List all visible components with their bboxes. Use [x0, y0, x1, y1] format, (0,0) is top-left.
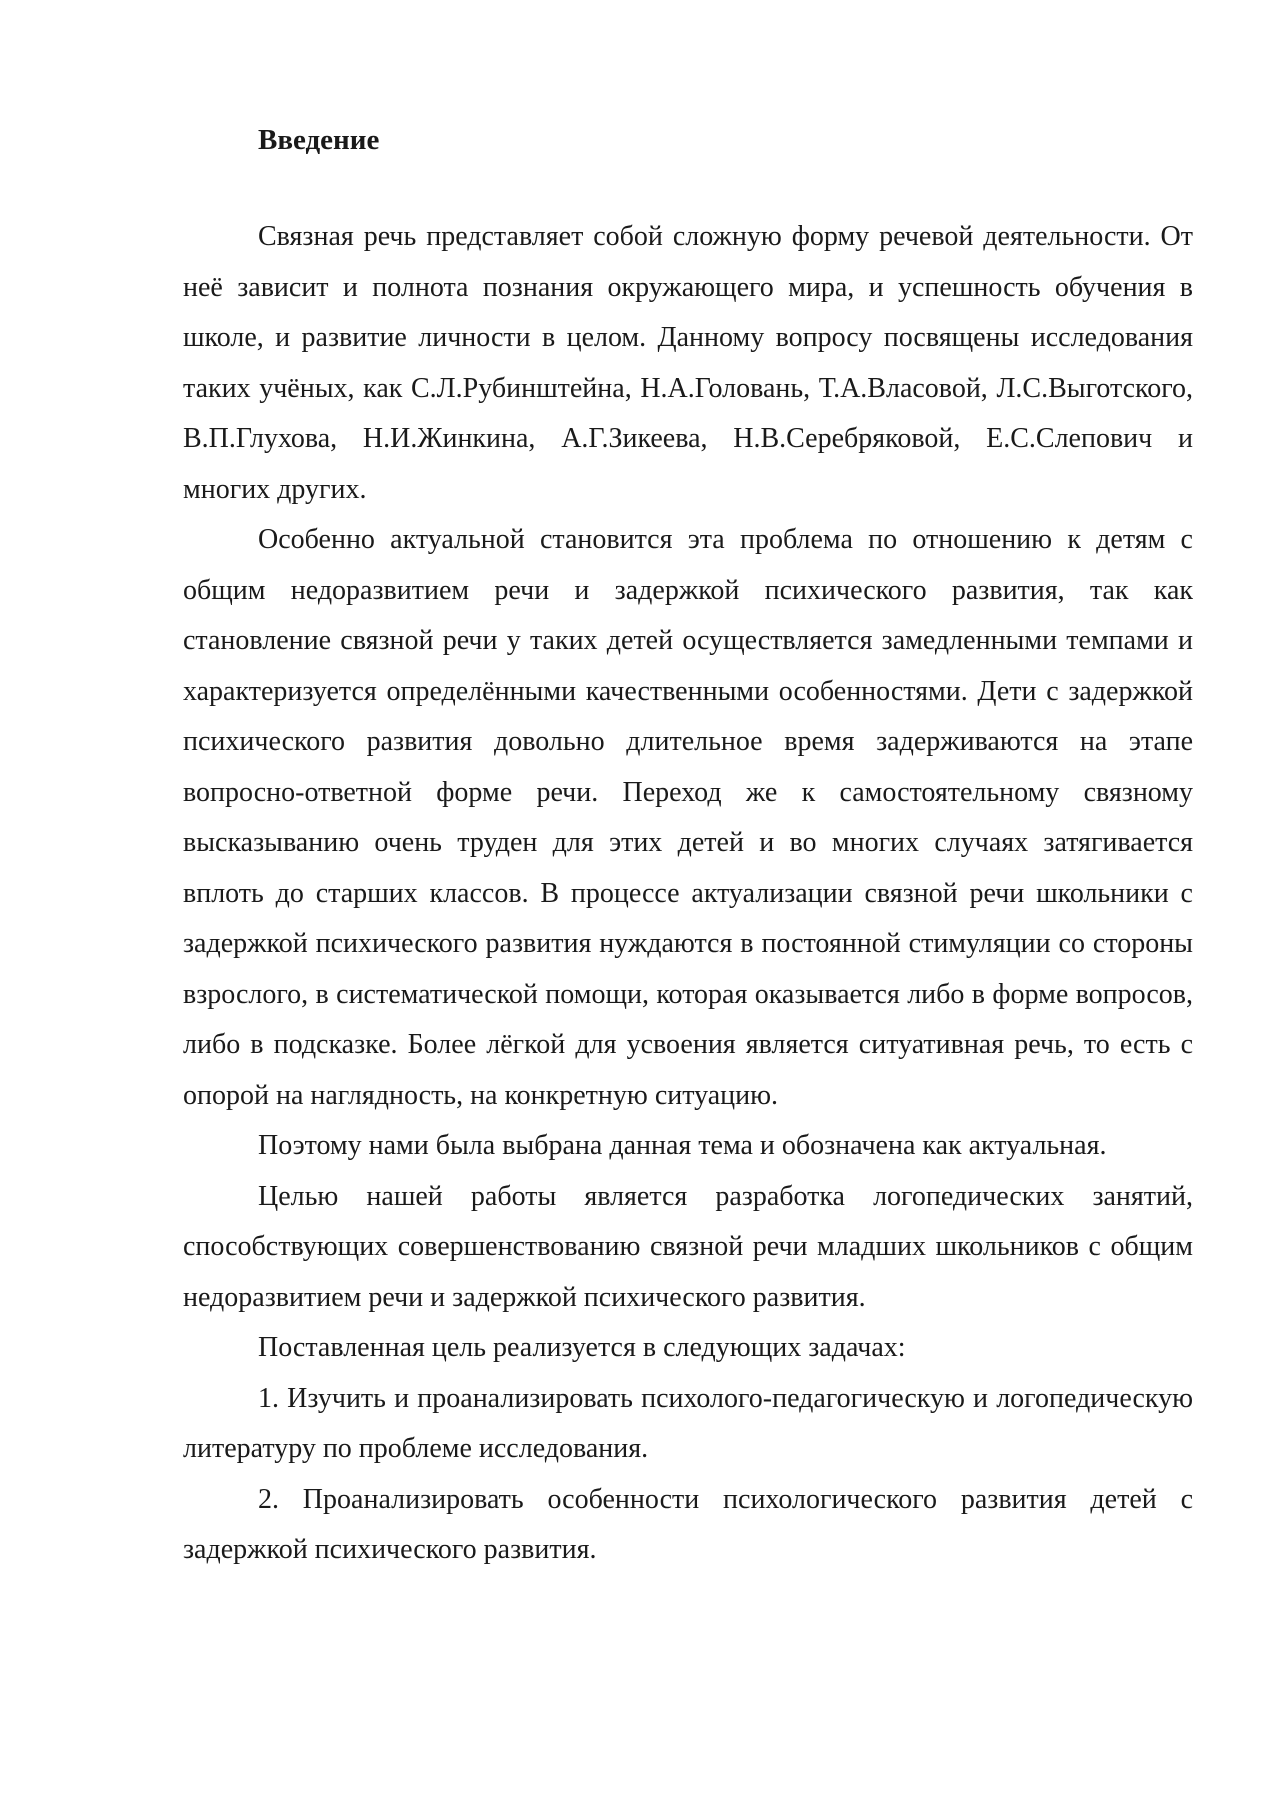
paragraph-task-2: 2. Проанализировать особенности психологического развития детей с задержкой психического развития. [183, 1483, 1193, 1565]
title-spacer [183, 160, 1193, 212]
paragraph-problem: Особенно актуальной становится эта проблема по отношению к детям с общим недоразвитием речи и задержкой психического развития, так как становление связной речи у таких детей осуществляется замедленными темпами и характеризуется определёнными качественными особенностями. Дети с задержкой психического развития довольно длительное время задерживаются на этапе вопросно-ответной форме речи. Переход же к самостоятельному связному высказыванию очень труден для этих детей и во многих случаях затягивается вплоть до старших классов. В процессе актуализации связной речи школьники с задержкой психического развития нуждаются в постоянной стимуляции со стороны взрослого, в систематической помощи, которая оказывается либо в форме вопросов, либо в подсказке. Более лёгкой для усвоения является ситуативная речь, то есть с опорой на наглядность, на конкретную ситуацию. [183, 524, 1193, 1111]
paragraph-relevance: Поэтому нами была выбрана данная тема и обозначена как актуальная. [258, 1130, 1107, 1161]
paragraph-goal: Целью нашей работы является разработка логопедических занятий, способствующих совершенствованию связной речи младших школьников с общим недоразвитием речи и задержкой психического развития. [183, 1180, 1193, 1313]
document-body [183, 120, 1193, 1576]
paragraph-task-1: 1. Изучить и проанализировать психолого-педагогическую и логопедическую литературу по проблеме исследования. [183, 1382, 1193, 1464]
paragraph-tasks-intro: Поставленная цель реализуется в следующих задачах: [258, 1332, 906, 1363]
section-title: Введение [258, 124, 380, 156]
paragraph-intro: Связная речь представляет собой сложную форму речевой деятельности. От неё зависит и полнота познания окружающего мира, и успешность обучения в школе, и развитие личности в целом. Данному вопросу посвящены исследования таких учёных, как С.Л.Рубинштейна, Н.А.Головань, Т.А.Власовой, Л.С.Выготского, В.П.Глухова, Н.И.Жинкина, А.Г.Зикеева, Н.В.Серебряковой, Е.С.Слепович и многих других. [183, 221, 1193, 505]
